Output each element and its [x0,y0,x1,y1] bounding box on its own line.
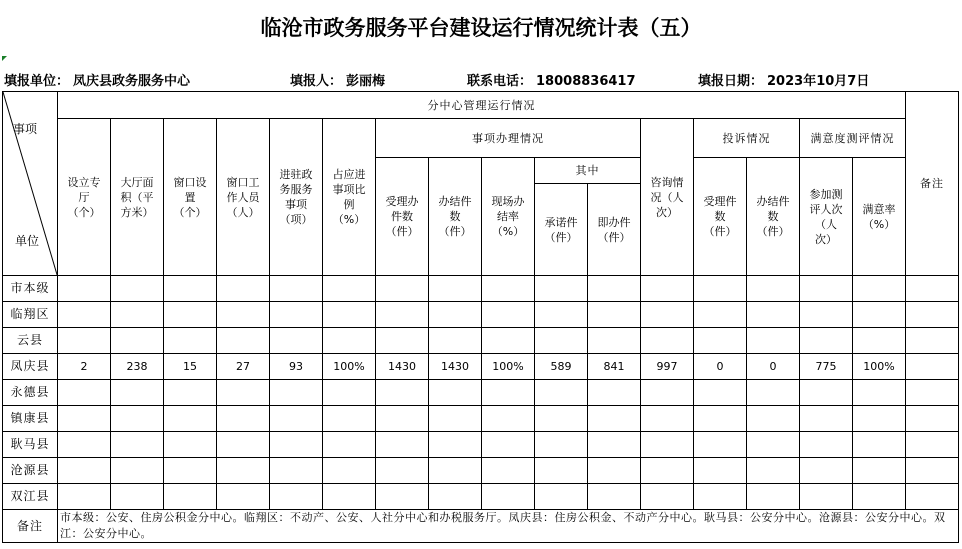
corner-header-cell [3,92,58,276]
data-cell [853,380,906,406]
data-cell: 1430 [376,354,429,380]
col-header-c-done: 办结件数（件） [747,158,800,276]
data-cell [217,458,270,484]
data-cell [58,432,111,458]
col-header-staff: 窗口工作人员（人） [217,119,270,276]
data-cell [535,380,588,406]
data-cell [217,432,270,458]
group-header-items: 事项办理情况 [376,119,641,158]
data-cell: 100% [323,354,376,380]
data-cell [111,432,164,458]
remark-cell [906,406,959,432]
data-cell [694,484,747,510]
row-label: 云县 [3,328,58,354]
reporting-unit-value: 凤庆县政务服务中心 [73,74,191,89]
data-cell [641,302,694,328]
data-cell: 15 [164,354,217,380]
data-cell [270,432,323,458]
data-cell: 93 [270,354,323,380]
table-row [3,276,959,302]
row-label: 耿马县 [3,432,58,458]
report-date [698,72,869,92]
data-cell [376,406,429,432]
data-cell [376,302,429,328]
data-cell [747,380,800,406]
data-cell [376,276,429,302]
data-cell [58,458,111,484]
col-header-onsite: 现场办结率（%） [482,158,535,276]
data-cell [323,458,376,484]
data-cell [482,328,535,354]
data-cell [694,432,747,458]
data-cell: 100% [853,354,906,380]
data-cell: 997 [641,354,694,380]
data-cell [217,328,270,354]
remark-cell [906,276,959,302]
remark-column-header: 备注 [906,92,959,276]
data-cell: 100% [482,354,535,380]
data-cell: 589 [535,354,588,380]
data-cell [853,276,906,302]
data-cell [164,328,217,354]
col-header-done: 办结件数（件） [429,158,482,276]
data-cell [588,380,641,406]
data-cell [694,458,747,484]
data-cell [641,276,694,302]
data-cell [217,302,270,328]
data-cell [164,276,217,302]
data-cell [217,406,270,432]
data-cell: 27 [217,354,270,380]
data-cell: 238 [111,354,164,380]
col-header-consult: 咨询情况（人次） [641,119,694,276]
data-cell [376,432,429,458]
data-cell [800,458,853,484]
remark-cell [906,328,959,354]
data-cell [641,484,694,510]
data-cell [747,458,800,484]
data-cell [164,302,217,328]
data-cell [217,484,270,510]
data-cell [111,328,164,354]
col-header-c-accepted: 受理件数（件） [694,158,747,276]
data-cell [800,406,853,432]
data-cell [482,302,535,328]
table-row [3,406,959,432]
data-cell [694,328,747,354]
remark-cell [906,458,959,484]
data-cell [747,302,800,328]
data-cell [853,484,906,510]
data-cell [58,380,111,406]
data-cell [482,484,535,510]
data-cell [376,458,429,484]
data-cell [217,380,270,406]
row-label: 永德县 [3,380,58,406]
row-label: 沧源县 [3,458,58,484]
table-row [3,380,959,406]
reporter-label: 填报人： [290,74,343,89]
data-cell [641,380,694,406]
data-cell [535,484,588,510]
row-label: 双江县 [3,484,58,510]
data-cell [429,432,482,458]
data-cell [58,484,111,510]
remark-cell [906,354,959,380]
col-header-sat-rate: 满意率（%） [853,158,906,276]
data-cell [323,484,376,510]
data-cell: 0 [694,354,747,380]
data-cell [482,432,535,458]
data-cell [111,406,164,432]
col-header-eval-count: 参加测评人次（人次） [800,158,853,276]
page-title: 临沧市政务服务平台建设运行情况统计表（五） [260,15,702,40]
table-row [3,484,959,510]
data-cell [323,328,376,354]
data-cell [853,432,906,458]
data-cell [482,380,535,406]
data-cell [800,328,853,354]
col-header-accepted: 受理办件数（件） [376,158,429,276]
data-cell [853,302,906,328]
data-cell [747,328,800,354]
data-cell [429,484,482,510]
data-cell [588,328,641,354]
data-cell: 0 [747,354,800,380]
row-label: 镇康县 [3,406,58,432]
data-cell [429,276,482,302]
data-cell [535,302,588,328]
data-cell [111,380,164,406]
data-cell: 775 [800,354,853,380]
cell-marker-icon [2,56,7,61]
data-cell [747,406,800,432]
data-cell [588,406,641,432]
data-cell [323,380,376,406]
data-cell [853,406,906,432]
data-cell [58,302,111,328]
contact-phone-value: 18008836417 [536,74,636,89]
data-cell [482,406,535,432]
data-cell [482,458,535,484]
contact-phone [467,72,636,92]
row-label: 临翔区 [3,302,58,328]
contact-phone-label: 联系电话： [467,74,533,89]
data-cell [800,276,853,302]
group-header-complaint: 投诉情况 [694,119,800,158]
table-row [3,354,959,380]
statistics-sheet [2,91,958,548]
data-cell [58,328,111,354]
data-cell [800,484,853,510]
remark-cell [906,484,959,510]
corner-unit-label: 单位 [15,234,40,248]
data-cell [853,328,906,354]
col-header-promise: 承诺件（件） [535,184,588,276]
table-row [3,302,959,328]
data-cell [588,302,641,328]
data-cell [270,484,323,510]
table-body [3,276,959,510]
data-cell [164,432,217,458]
data-cell [535,328,588,354]
data-cell [535,406,588,432]
data-cell [270,328,323,354]
data-cell [588,484,641,510]
data-cell [111,458,164,484]
corner-item-label: 事项 [13,122,38,136]
data-cell [694,302,747,328]
remark-cell [906,380,959,406]
data-cell [323,406,376,432]
data-cell [694,380,747,406]
report-date-label: 填报日期： [698,74,764,89]
data-cell [58,406,111,432]
data-cell [429,302,482,328]
reporting-unit [4,72,190,92]
data-cell [270,406,323,432]
col-header-window: 窗口设置（个） [164,119,217,276]
table-row [3,432,959,458]
table-row [3,458,959,484]
row-label: 市本级 [3,276,58,302]
data-cell [429,380,482,406]
footer-remark-label: 备注 [3,510,58,543]
report-date-value: 2023年10月7日 [767,74,870,89]
data-cell [641,406,694,432]
data-cell [429,328,482,354]
col-header-area: 大厅面积（平方米） [111,119,164,276]
data-cell [482,276,535,302]
footer-remark-text: 市本级：公安、住房公积金分中心。临翔区：不动产、公安、人社分中心和办税服务厅。凤庆县：住房公积金、不动产分中心。耿马县：公安分中心。沧源县：公安分中心。双江：公安分中心。 [58,510,959,543]
data-cell [800,380,853,406]
data-cell [111,484,164,510]
data-cell [217,276,270,302]
data-cell [747,432,800,458]
data-cell [641,458,694,484]
data-cell [111,302,164,328]
data-cell [694,406,747,432]
col-header-items: 进驻政务服务事项（项） [270,119,323,276]
data-cell [164,406,217,432]
data-cell [270,458,323,484]
data-cell [323,276,376,302]
reporting-unit-label: 填报单位： [4,74,70,89]
group-header-satisfaction: 满意度测评情况 [800,119,906,158]
data-cell [429,406,482,432]
data-cell [747,276,800,302]
row-label: 凤庆县 [3,354,58,380]
statistics-table [2,91,959,543]
remark-cell [906,432,959,458]
data-cell [323,432,376,458]
col-header-zt: 设立专厅（个） [58,119,111,276]
data-cell: 2 [58,354,111,380]
reporter [290,72,385,92]
col-header-ratio: 占应进事项比例（%） [323,119,376,276]
data-cell [641,432,694,458]
data-cell [270,302,323,328]
group-header-main: 分中心管理运行情况 [58,92,906,119]
data-cell [588,276,641,302]
data-cell [747,484,800,510]
data-cell [323,302,376,328]
data-cell [535,458,588,484]
data-cell [800,432,853,458]
data-cell [58,276,111,302]
table-row [3,328,959,354]
data-cell [429,458,482,484]
data-cell [376,484,429,510]
data-cell [164,458,217,484]
data-cell [800,302,853,328]
data-cell [376,328,429,354]
data-cell [694,276,747,302]
data-cell [641,328,694,354]
data-cell: 1430 [429,354,482,380]
data-cell [535,432,588,458]
remark-cell [906,302,959,328]
data-cell [588,458,641,484]
data-cell [588,432,641,458]
data-cell [164,484,217,510]
data-cell [853,458,906,484]
data-cell [164,380,217,406]
data-cell: 841 [588,354,641,380]
data-cell [270,276,323,302]
group-header-sub: 其中 [535,158,641,184]
data-cell [376,380,429,406]
data-cell [111,276,164,302]
data-cell [270,380,323,406]
reporter-value: 彭丽梅 [346,74,386,89]
data-cell [535,276,588,302]
col-header-instant: 即办件（件） [588,184,641,276]
